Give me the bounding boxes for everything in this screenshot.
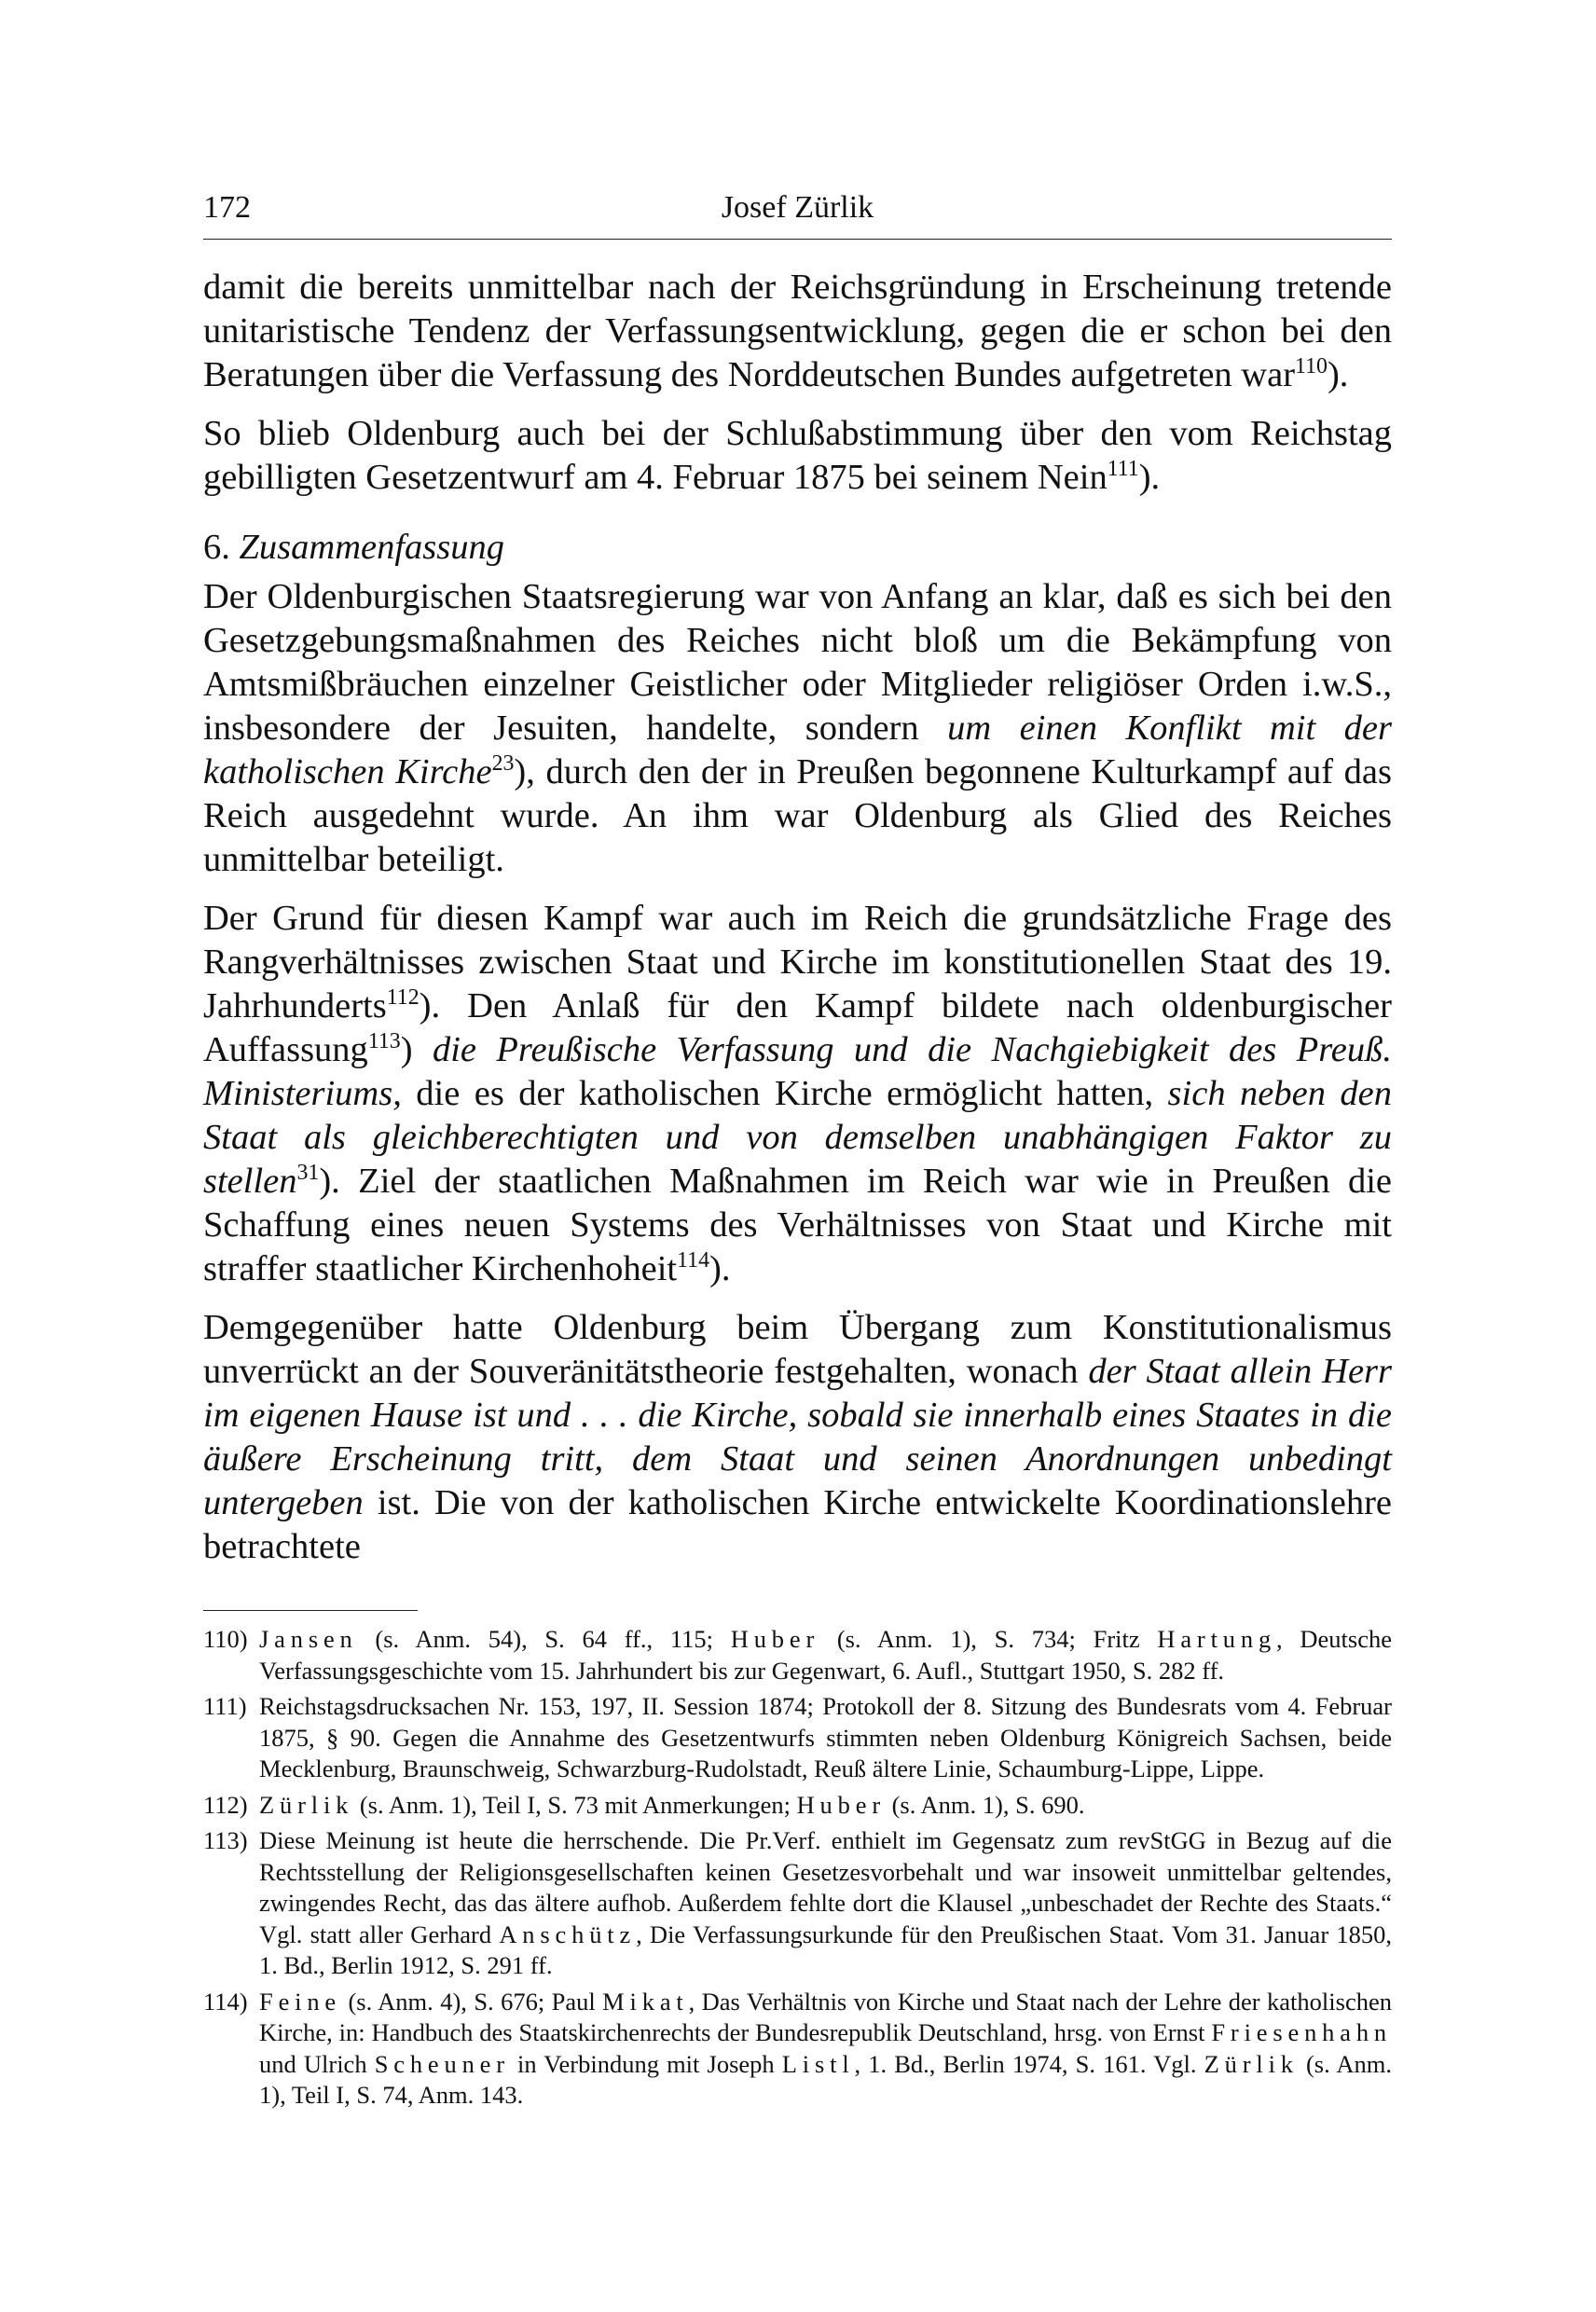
section-heading bbox=[203, 526, 1392, 570]
footnote-ref-111: 111 bbox=[1107, 457, 1139, 482]
author: Hartung bbox=[1157, 1625, 1277, 1653]
text: (s. Anm. 4), S. 676; Paul bbox=[341, 1987, 603, 2016]
text: (s. Anm. 1), S. 734; Fritz bbox=[819, 1625, 1158, 1653]
footnote-marker: 113) bbox=[203, 1826, 248, 1854]
paragraph-1 bbox=[203, 266, 1392, 397]
footnote-text: Reichstagsdrucksachen Nr. 153, 197, II. Session 1874; Protokoll der 8. Sitzung des Bundesrats vom 4. Februar 1875, § 90. Gegen die Annahme des Gesetzentwurfs stimmten neben Oldenburg Königreich Sachsen, beide Mecklenburg, Braunschweig, Schwarzburg-Rudolstadt, Reuß ältere Linie, Schaumburg-Lippe, Lippe. bbox=[259, 1692, 1392, 1782]
text: ). Ziel der staatlichen Maßnahmen im Reich war wie in Preußen die Schaffung eines neuen Systems des Verhältnisses von Staat und Kirche mit straffer staatlicher Kirchenhoheit bbox=[203, 1162, 1392, 1288]
text: ). bbox=[709, 1249, 731, 1288]
italic-quote: der Staat allein Herr im eigenen Hause ist und . . . die Kirche, sobald sie innerhalb eines Staates in die äußere Erscheinung tritt, dem Staat und seinen Anordnungen unbedingt untergeben bbox=[203, 1352, 1392, 1522]
page-header bbox=[203, 186, 1392, 240]
author: Feine bbox=[259, 1987, 342, 2016]
text: So blieb Oldenburg auch bei der Schlußabstimmung über den vom Reichstag gebilligten Gesetzentwurf am 4. Februar 1875 bei seinem Nein bbox=[203, 414, 1392, 497]
paragraph-5 bbox=[203, 1306, 1392, 1569]
author: Listl bbox=[781, 2049, 855, 2078]
text: ist. Die von der katholischen Kirche entwickelte Koordinationslehre betrachtete bbox=[203, 1483, 1392, 1566]
text: ), durch den der in Preußen begonnene Kulturkampf auf das Reich ausgedehnt wurde. An ihm war Oldenburg als Glied des Reiches unmittelbar beteiligt. bbox=[203, 752, 1392, 879]
text: Der Oldenburgischen Staatsregierung war von Anfang an klar, daß es sich bei den Gesetzgebungsmaßnahmen des Reiches nicht bloß um die Bekämpfung von Amtsmißbräuchen einzelner Geistlicher oder Mitglieder religiöser Orden i.w.S., insbesondere der Jesuiten, handelte, sondern bbox=[203, 577, 1392, 748]
section-title: Zusammenfassung bbox=[239, 528, 505, 567]
section-number: 6. bbox=[203, 528, 240, 567]
footnote-text bbox=[259, 1987, 1392, 2112]
text: die es der katholischen Kirche ermöglicht hatten, bbox=[401, 1074, 1168, 1113]
text: (s. Anm. 1), Teil I, S. 73 mit Anmerkungen; bbox=[353, 1790, 797, 1819]
text: damit die bereits unmittelbar nach der Reichsgründung in Erscheinung tretende unitaristische Tendenz der Verfassungsentwicklung, gegen die er schon bei den Beratungen über die Verfassung des Norddeutschen Bundes aufgetreten war bbox=[203, 268, 1392, 394]
text: , Das Verhältnis von Kirche und Staat nach der Lehre der katholischen Kirche, in: Handbuch des Staatskirchenrechts der Bundesrepublik Deutschland, hrsg. von Ernst bbox=[259, 1987, 1392, 2046]
footnote-112 bbox=[203, 1790, 1392, 1822]
footnote-ref-23: 23 bbox=[491, 751, 515, 777]
footnote-text bbox=[259, 1825, 1392, 1982]
footnote-ref-113: 113 bbox=[367, 1029, 401, 1054]
text: ) bbox=[400, 1030, 433, 1069]
italic-quote: die Preußische Verfassung und die Nachgiebigkeit des Preuß. Ministeriums, bbox=[203, 1030, 1392, 1113]
text: , Die Verfassungsurkunde für den Preußischen Staat. Vom 31. Januar 1850, 1. Bd., Berlin 1912, S. 291 ff. bbox=[259, 1920, 1392, 1979]
text: in Verbindung mit Joseph bbox=[509, 2049, 782, 2078]
author: Jansen bbox=[259, 1625, 358, 1653]
footnote-marker: 111) bbox=[203, 1692, 247, 1720]
body-text bbox=[203, 266, 1392, 1569]
footnote-ref-31: 31 bbox=[296, 1161, 320, 1186]
footnote-text bbox=[259, 1624, 1392, 1686]
footnote-ref-110: 110 bbox=[1295, 354, 1328, 379]
page-number: 172 bbox=[203, 190, 251, 225]
text: Der Grund für diesen Kampf war auch im Reich die grundsätzliche Frage des Rangverhältnisses zwischen Staat und Kirche im konstitutionellen Staat des 19. Jahrhunderts bbox=[203, 899, 1392, 1025]
paragraph-4 bbox=[203, 897, 1392, 1291]
footnote-ref-114: 114 bbox=[677, 1248, 710, 1273]
author: Scheuner bbox=[374, 2049, 510, 2078]
text: (s. Anm. 1), S. 690. bbox=[885, 1790, 1085, 1819]
footnote-ref-112: 112 bbox=[386, 985, 420, 1011]
text: (s. Anm. 54), S. 64 ff., 115; bbox=[357, 1625, 731, 1653]
text: Demgegenüber hatte Oldenburg beim Übergang zum Konstitutionalismus unverrückt an der Souveränitätstheorie festgehalten, wonach bbox=[203, 1308, 1392, 1391]
footnotes bbox=[203, 1624, 1392, 2112]
text: Diese Meinung ist heute die herrschende. Die Pr.Verf. enthielt im Gegensatz zum revStGG in Bezug auf die Rechtsstellung der Religionsgesellschaften keinen Gesetzesvorbehalt und war insoweit unmittelbar geltendes, zwingendes Recht, das das ältere aufhob. Außerdem fehlte dort die Klausel „unbeschadet der Rechte des Staats.“ Vgl. statt aller Gerhard bbox=[259, 1826, 1392, 1948]
italic-quote: um einen Konflikt mit der katholischen Kirche bbox=[203, 709, 1392, 791]
text: und Ulrich bbox=[259, 2049, 375, 2078]
running-title: Josef Zürlik bbox=[721, 190, 874, 225]
footnote-110 bbox=[203, 1624, 1392, 1686]
footnote-113 bbox=[203, 1825, 1392, 1982]
text: ). bbox=[1138, 458, 1161, 497]
footnote-marker: 114) bbox=[203, 1987, 248, 2016]
page bbox=[203, 186, 1392, 2116]
author: Huber bbox=[730, 1625, 820, 1653]
text: , Deutsche Verfassungsgeschichte vom 15. Jahrhundert bis zur Gegenwart, 6. Aufl., Stuttgart 1950, S. 282 ff. bbox=[259, 1625, 1392, 1685]
footnote-text bbox=[259, 1790, 1392, 1822]
author: Zürlik bbox=[1204, 2049, 1299, 2078]
author: Friesenhahn bbox=[1211, 2018, 1392, 2046]
footnote-111 bbox=[203, 1691, 1392, 1785]
text: (s. Anm. 1), Teil I, S. 74, Anm. 143. bbox=[259, 2049, 1392, 2109]
footnote-divider bbox=[203, 1610, 418, 1611]
paragraph-3 bbox=[203, 575, 1392, 882]
author: Huber bbox=[796, 1790, 886, 1819]
text: , 1. Bd., Berlin 1974, S. 161. Vgl. bbox=[854, 2049, 1204, 2078]
footnote-marker: 110) bbox=[203, 1625, 248, 1653]
text: ). bbox=[1327, 355, 1349, 394]
italic-quote: sich neben den Staat als gleichberechtigten und von demselben unabhängigen Faktor zu stellen bbox=[203, 1074, 1392, 1201]
author: Mikat bbox=[602, 1987, 689, 2016]
footnote-114 bbox=[203, 1987, 1392, 2112]
author: Zürlik bbox=[259, 1790, 354, 1819]
author: Anschütz bbox=[499, 1920, 637, 1948]
text: ). Den Anlaß für den Kampf bildete nach oldenburgischer Auffassung bbox=[203, 986, 1392, 1069]
paragraph-2 bbox=[203, 412, 1392, 500]
footnote-marker: 112) bbox=[203, 1790, 248, 1819]
